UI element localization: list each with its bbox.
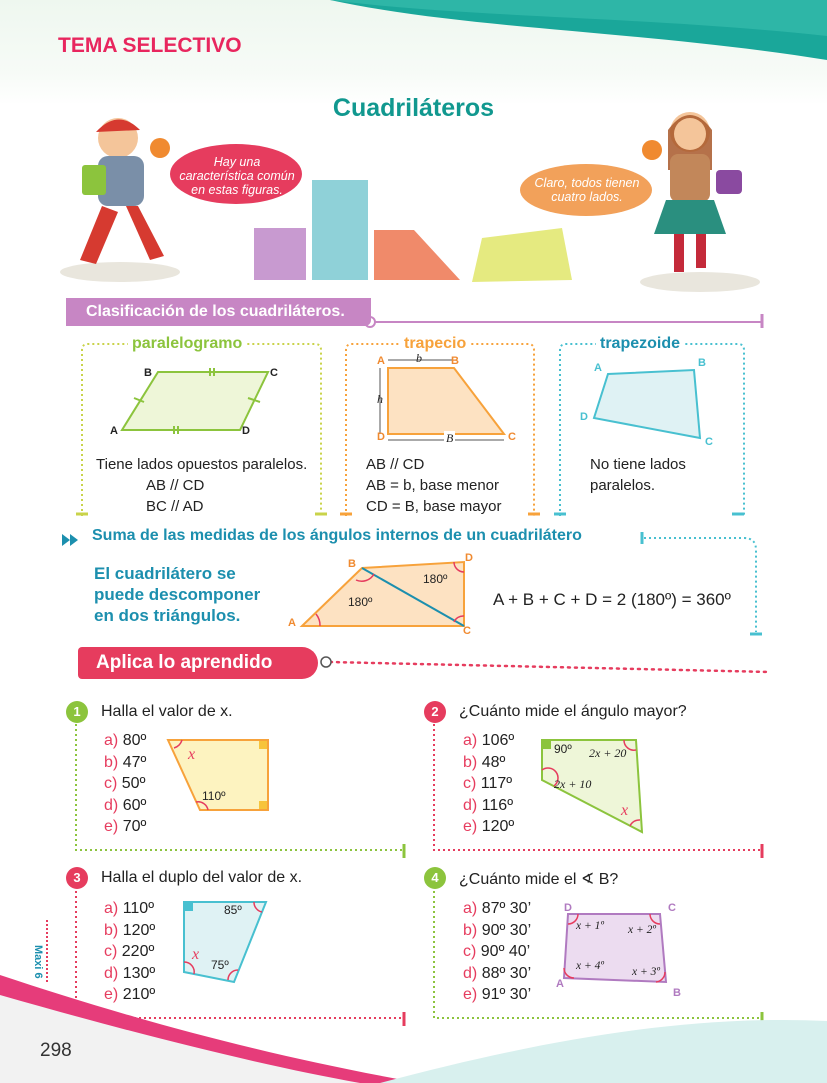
brand-label: Maxi 6 [32,945,44,979]
trapecio-rel3: CD = B, base mayor [366,498,502,515]
option-c[interactable]: c) 117º [463,775,513,792]
q4-label-b: x + 3º [632,966,660,978]
vertex-label: C [508,431,516,443]
vertex-label: B [673,987,681,999]
angle-180-bottom: 180º [348,595,373,609]
q3-angle-85: 85º [224,903,242,917]
option-e[interactable]: e) 210º [104,986,156,1003]
option-d[interactable]: d) 116º [463,796,514,814]
question-options [104,730,146,838]
suma-figure [290,556,480,636]
intro-illustration [40,110,800,300]
question-text: ¿Cuánto mide el ∢ B? [459,871,619,888]
suma-text-1: El cuadrilátero se [94,564,236,583]
trapezoide-desc2: paralelos. [590,477,656,494]
q3-angle-75: 75º [211,958,229,972]
trapezoide-desc1: No tiene lados [590,456,686,473]
vertex-label: C [270,367,278,379]
page-number: 298 [40,1040,72,1061]
question-number: 2 [424,701,446,723]
option-e[interactable]: e) 70º [104,818,147,835]
trapecio-label: trapecio [400,335,470,353]
question-options [463,730,514,838]
section-tag: TEMA SELECTIVO [58,34,242,57]
option-d[interactable]: d) 88º 30’ [463,964,532,982]
boy-illustration [80,118,170,264]
speech-bubble-right: Claro, todos tienen cuatro lados. [534,176,640,204]
option-c[interactable]: c) 50º [104,775,146,792]
dim-B: B [446,431,454,445]
question-text: ¿Cuánto mide el ángulo mayor? [459,703,687,720]
option-b[interactable]: b) 47º [104,753,147,771]
vertex-label: D [580,411,588,423]
vertex-label: B [698,357,706,369]
vertex-label: A [377,355,385,367]
question-number: 3 [66,867,88,889]
angle-sum-formula: A + B + C + D = 2 (180º) = 360º [493,590,731,609]
option-b[interactable]: b) 90º 30’ [463,921,532,939]
aplica-title: Aplica lo aprendido [78,647,318,679]
q1-angle-label: 110º [202,789,226,803]
vertex-label: D [242,425,250,437]
option-a[interactable]: a) 87º 30’ [463,900,532,917]
dim-b: b [416,351,422,365]
speech-bubble-left: Hay una característica común en estas figuras. [179,155,295,197]
vertex-label: B [451,355,459,367]
vertex-label: A [556,978,564,990]
option-b[interactable]: b) 48º [463,753,506,771]
option-c[interactable]: c) 90º 40’ [463,943,531,960]
dim-h: h [377,392,383,406]
q2-label-2x20: 2x + 20 [589,746,627,760]
option-e[interactable]: e) 120º [463,818,515,835]
question-number: 4 [424,867,446,889]
question-number: 1 [66,701,88,723]
paralelogramo-desc: Tiene lados opuestos paralelos. [96,456,308,473]
q2-label-2x10: 2x + 10 [554,777,592,791]
classification-title: Clasificación de los cuadriláteros. [66,298,371,326]
angle-180-top: 180º [423,572,448,586]
suma-text-3: en dos triángulos. [94,606,241,625]
girl-illustration [642,112,742,272]
option-d[interactable]: d) 130º [104,964,156,982]
vertex-label: C [705,436,713,448]
suma-title: Suma de las medidas de los ángulos internos de un cuadrilátero [92,527,582,544]
q2-angle-90: 90º [554,742,572,756]
vertex-label: B [348,558,356,570]
option-e[interactable]: e) 91º 30’ [463,986,532,1003]
option-b[interactable]: b) 120º [104,921,156,939]
page-title: Cuadriláteros [332,94,495,122]
vertex-label: D [465,552,473,564]
q3-x-label: x [192,946,200,963]
paralelogramo-rel2: BC // AD [146,498,204,515]
footer-wave [0,975,827,1083]
vertex-label: D [377,431,385,443]
q4-label-a: x + 4º [576,960,604,972]
trapecio-rel1: AB // CD [366,456,425,473]
vertex-label: D [564,902,572,914]
option-c[interactable]: c) 220º [104,943,155,960]
trapezoide-label: trapezoide [596,335,684,353]
vertex-label: A [110,425,118,437]
option-a[interactable]: a) 106º [463,732,515,749]
vertex-label: A [288,617,296,629]
suma-text-2: puede descomponer [94,585,261,604]
vertex-label: B [144,367,152,379]
side-dots [46,920,48,982]
paralelogramo-rel1: AB // CD [146,477,205,494]
paralelogramo-label: paralelogramo [128,335,246,353]
option-a[interactable]: a) 110º [104,900,155,917]
option-d[interactable]: d) 60º [104,796,147,814]
question-text: Halla el duplo del valor de x. [101,869,303,886]
q1-x-label: x [188,746,196,763]
vertex-label: C [668,902,676,914]
q1-figure [160,736,280,816]
q4-label-d: x + 1º [576,920,604,932]
option-a[interactable]: a) 80º [104,732,147,749]
q4-label-c: x + 2º [628,924,656,936]
vertex-label: C [463,625,471,637]
question-text: Halla el valor de x. [101,703,233,720]
vertex-label: A [594,362,602,374]
q2-x-label: x [621,802,629,819]
trapecio-rel2: AB = b, base menor [366,477,499,494]
